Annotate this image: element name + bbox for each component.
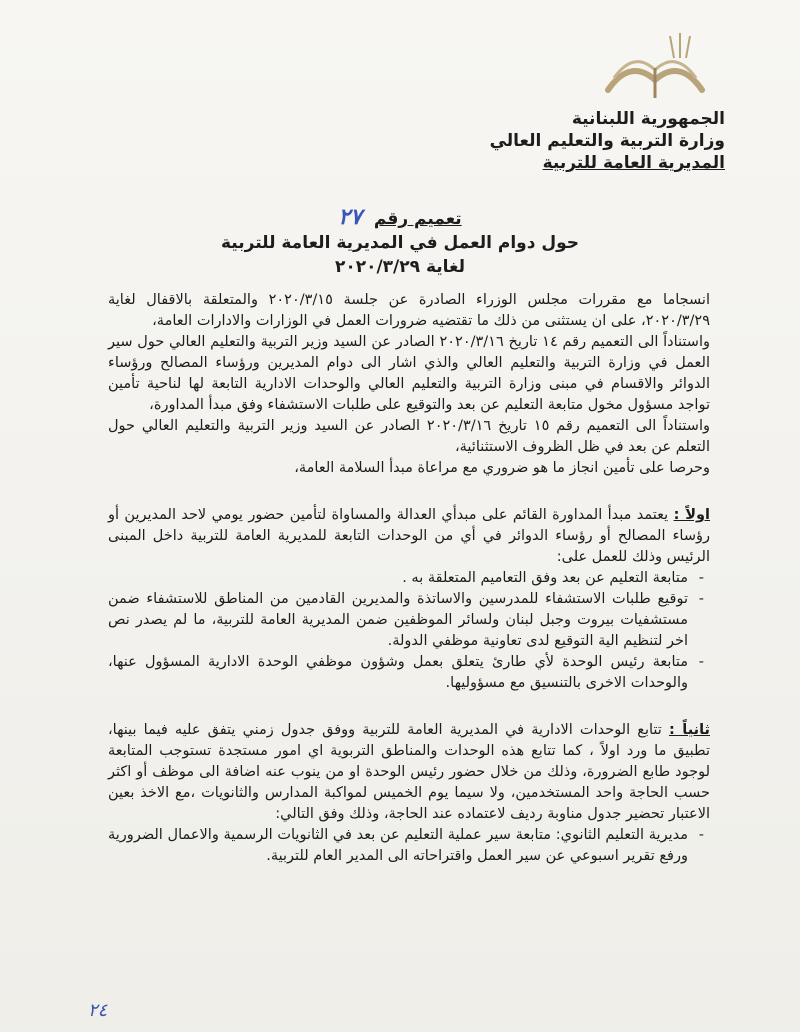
section-first-label: اولاً : <box>673 507 710 523</box>
ministry-name: وزارة التربية والتعليم العالي <box>489 131 725 151</box>
intro-paragraph-2: واستناداً الى التعميم رقم ١٤ تاريخ ٢٠٢٠/٣/١٦ الصادر عن السيد وزير التربية والتعليم العالي حول سير العمل في وزارة التربية والتعليم العالي والذي اشار الى دوام المديرين ورؤساء المصالح ورؤساء الدوائر والاقسام في مبنى وزارة التربية والتعليم العالي والوحدات الادارية التابعة لها لناحية تأمين تواجد مسؤول مخول متابعة التعليم عن بعد والتوقيع على طلبات الاستشفاء وفق مبدأ المداورة، <box>108 334 710 413</box>
intro-paragraph-3: واستناداً الى التعميم رقم ١٥ تاريخ ٢٠٢٠/٣/١٦ الصادر عن السيد وزير التربية والتعليم العالي حول التعلم عن بعد في ظل الظروف الاستثنائية، <box>108 418 710 455</box>
section-first-list <box>108 568 710 694</box>
letterhead <box>405 108 725 174</box>
open-book-logo <box>600 28 710 106</box>
republic-name: الجمهورية اللبنانية <box>571 109 725 129</box>
circular-body <box>108 290 710 867</box>
section-first-text: يعتمد مبدأ المداورة القائم على مبدأي العدالة والمساواة لتأمين حضور يومي لاحد المديرين أو رؤساء المصالح أو رؤساء الدوائر في أي من الوحدات التابعة للمديرية العامة للتربية داخل المبنى الرئيس وذلك للعمل على: <box>108 507 710 565</box>
page-number: ٢٤ <box>88 1000 108 1021</box>
circular-title <box>100 205 700 279</box>
section-second-label: ثانياً : <box>668 722 711 738</box>
list-item: - مديرية التعليم الثانوي: متابعة سير عملية التعليم عن بعد في الثانويات الرسمية والاعمال الضرورية ورفع تقرير اسبوعي عن سير العمل واقتراحاته الى المدير العام للتربية. <box>108 825 710 867</box>
subject-line-2: لغاية ٢٠٢٠/٣/٢٩ <box>334 257 466 277</box>
directorate-name: المديرية العامة للتربية <box>542 153 725 173</box>
list-item: - توقيع طلبات الاستشفاء للمدرسين والاساتذة والمديرين القادمين من المناطق للاستشفاء ضمن مستشفيات بيروت وجبل لبنان ولسائر الموظفين ضمن المديرية العامة للتربية، ما لم يصدر نص اخر لتنظيم الية التوقيع لدى تعاونية موظفي الدولة. <box>108 589 710 652</box>
section-second <box>108 720 710 825</box>
list-item: - متابعة التعليم عن بعد وفق التعاميم المتعلقة به . <box>108 568 710 589</box>
section-second-list <box>108 825 710 867</box>
intro-paragraph-4: وحرصا على تأمين انجاز ما هو ضروري مع مراعاة مبدأ السلامة العامة، <box>294 460 710 476</box>
intro-paragraph-1: انسجاما مع مقررات مجلس الوزراء الصادرة عن جلسة ٢٠٢٠/٣/١٥ والمتعلقة بالاقفال لغاية ٢٠٢٠/٣/٢٩، على ان يستثنى من ذلك ما تقتضيه ضرورات العمل في الوزارات والادارات العامة، <box>108 292 710 329</box>
section-first <box>108 505 710 568</box>
circular-number: ٢٧ <box>338 204 362 230</box>
list-item: - متابعة رئيس الوحدة لأي طارئ يتعلق بعمل وشؤون موظفي الوحدة الادارية المسؤول عنها، والوحدات الاخرى بالتنسيق مع مسؤوليها. <box>108 652 710 694</box>
subject-line-1: حول دوام العمل في المديرية العامة للتربية <box>220 233 580 253</box>
section-second-text: تتابع الوحدات الادارية في المديرية العامة للتربية ووفق جدول زمني يتفق عليه فيما بينها، تطبيق ما ورد اولاً ، كما تتابع هذه الوحدات والمناطق التربوية اي امور مستجدة تستوجب المتابعة لوجود طابع الضرورة، وذلك من خلال حضور رئيس الوحدة او من ينوب عنه اضافة الى موظف أو اكثر حسب الحاجة واحد المستخدمين، ولا سيما يوم الخميس لمواكبة المدارس والثانويات ،مع الاخذ بعين الاعتبار تحضير جدول مناوبة رديف لاعتماده عند الحاجة، وذلك وفق التالي: <box>108 722 710 822</box>
circular-label: تعميم رقم <box>373 209 462 229</box>
